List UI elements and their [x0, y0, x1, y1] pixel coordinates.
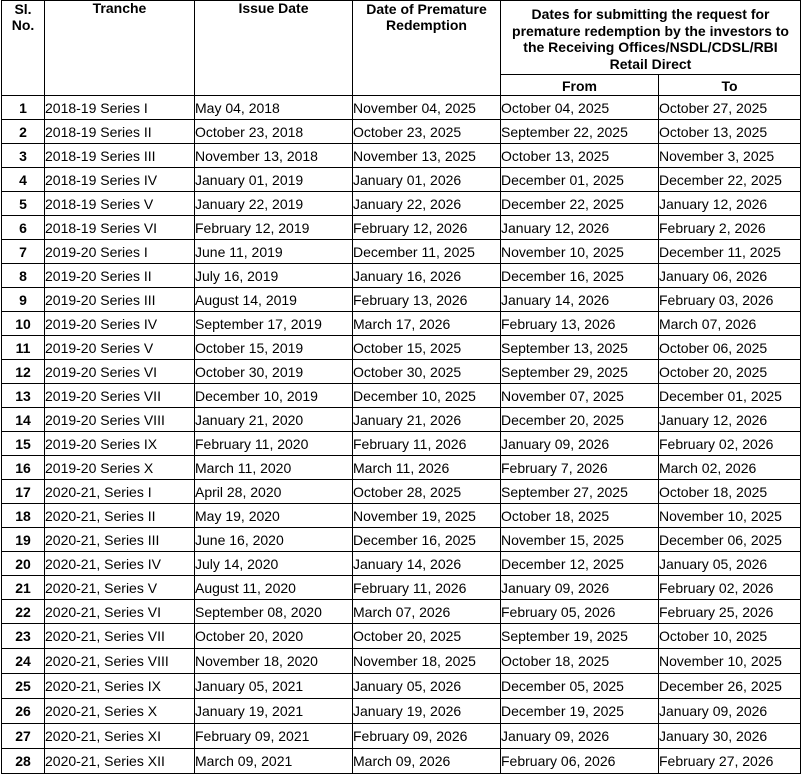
cell-sl-no: 10 — [2, 312, 45, 336]
cell-request-to: December 11, 2025 — [659, 240, 801, 264]
table-row — [2, 576, 801, 600]
table-row — [2, 456, 801, 480]
cell-issue-date: January 01, 2019 — [195, 168, 353, 192]
cell-issue-date: July 16, 2019 — [195, 264, 353, 288]
table-row — [2, 552, 801, 576]
cell-issue-date: June 11, 2019 — [195, 240, 353, 264]
cell-tranche: 2019-20 Series II — [45, 264, 195, 288]
cell-premature-redemption-date: January 14, 2026 — [353, 552, 501, 576]
cell-request-from: November 10, 2025 — [501, 240, 659, 264]
cell-issue-date: October 20, 2020 — [195, 624, 353, 649]
cell-tranche: 2018-19 Series II — [45, 120, 195, 144]
cell-sl-no: 2 — [2, 120, 45, 144]
cell-sl-no: 12 — [2, 360, 45, 384]
cell-request-from: December 22, 2025 — [501, 192, 659, 216]
cell-request-from: December 12, 2025 — [501, 552, 659, 576]
cell-sl-no: 24 — [2, 649, 45, 674]
cell-sl-no: 4 — [2, 168, 45, 192]
cell-request-to: February 03, 2026 — [659, 288, 801, 312]
cell-request-from: September 19, 2025 — [501, 624, 659, 649]
cell-request-from: September 13, 2025 — [501, 336, 659, 360]
cell-issue-date: February 09, 2021 — [195, 724, 353, 749]
cell-premature-redemption-date: November 18, 2025 — [353, 649, 501, 674]
table-row — [2, 312, 801, 336]
cell-issue-date: May 04, 2018 — [195, 96, 353, 120]
table-row — [2, 384, 801, 408]
cell-sl-no: 28 — [2, 749, 45, 774]
cell-premature-redemption-date: January 19, 2026 — [353, 699, 501, 724]
cell-sl-no: 16 — [2, 456, 45, 480]
cell-tranche: 2020-21, Series XI — [45, 724, 195, 749]
table-row — [2, 192, 801, 216]
cell-tranche: 2019-20 Series VII — [45, 384, 195, 408]
cell-tranche: 2020-21, Series X — [45, 699, 195, 724]
cell-tranche: 2019-20 Series VIII — [45, 408, 195, 432]
cell-request-to: November 10, 2025 — [659, 649, 801, 674]
header-premature-redemption: Date of Premature Redemption — [353, 1, 501, 96]
cell-tranche: 2018-19 Series III — [45, 144, 195, 168]
cell-premature-redemption-date: January 21, 2026 — [353, 408, 501, 432]
cell-tranche: 2019-20 Series X — [45, 456, 195, 480]
cell-issue-date: March 09, 2021 — [195, 749, 353, 774]
cell-request-to: October 06, 2025 — [659, 336, 801, 360]
cell-tranche: 2020-21, Series VI — [45, 600, 195, 624]
table-row — [2, 528, 801, 552]
cell-request-to: October 10, 2025 — [659, 624, 801, 649]
cell-premature-redemption-date: January 05, 2026 — [353, 674, 501, 699]
header-sl-no: Sl. No. — [2, 1, 45, 96]
cell-request-from: February 13, 2026 — [501, 312, 659, 336]
table-row — [2, 264, 801, 288]
cell-request-to: December 22, 2025 — [659, 168, 801, 192]
header-to: To — [659, 75, 801, 96]
cell-premature-redemption-date: February 13, 2026 — [353, 288, 501, 312]
cell-premature-redemption-date: March 07, 2026 — [353, 600, 501, 624]
cell-sl-no: 20 — [2, 552, 45, 576]
cell-request-from: October 04, 2025 — [501, 96, 659, 120]
cell-request-from: November 07, 2025 — [501, 384, 659, 408]
cell-issue-date: June 16, 2020 — [195, 528, 353, 552]
cell-premature-redemption-date: October 20, 2025 — [353, 624, 501, 649]
header-issue-date: Issue Date — [195, 1, 353, 96]
table-row — [2, 480, 801, 504]
cell-tranche: 2020-21, Series VIII — [45, 649, 195, 674]
table-row — [2, 674, 801, 699]
table-row — [2, 624, 801, 649]
cell-issue-date: August 14, 2019 — [195, 288, 353, 312]
cell-issue-date: November 18, 2020 — [195, 649, 353, 674]
cell-tranche: 2020-21, Series IV — [45, 552, 195, 576]
table-row — [2, 504, 801, 528]
cell-premature-redemption-date: February 11, 2026 — [353, 576, 501, 600]
cell-issue-date: January 21, 2020 — [195, 408, 353, 432]
cell-request-from: December 05, 2025 — [501, 674, 659, 699]
cell-request-to: December 06, 2025 — [659, 528, 801, 552]
cell-request-to: January 30, 2026 — [659, 724, 801, 749]
table-header — [2, 1, 801, 96]
cell-sl-no: 25 — [2, 674, 45, 699]
table-row — [2, 724, 801, 749]
cell-premature-redemption-date: February 11, 2026 — [353, 432, 501, 456]
cell-issue-date: February 12, 2019 — [195, 216, 353, 240]
cell-request-to: February 2, 2026 — [659, 216, 801, 240]
cell-premature-redemption-date: October 30, 2025 — [353, 360, 501, 384]
cell-premature-redemption-date: January 16, 2026 — [353, 264, 501, 288]
cell-request-to: January 09, 2026 — [659, 699, 801, 724]
cell-request-to: October 27, 2025 — [659, 96, 801, 120]
cell-tranche: 2018-19 Series I — [45, 96, 195, 120]
cell-tranche: 2020-21, Series XII — [45, 749, 195, 774]
cell-issue-date: March 11, 2020 — [195, 456, 353, 480]
cell-request-from: September 29, 2025 — [501, 360, 659, 384]
cell-request-to: February 27, 2026 — [659, 749, 801, 774]
cell-premature-redemption-date: March 11, 2026 — [353, 456, 501, 480]
cell-request-from: December 20, 2025 — [501, 408, 659, 432]
cell-tranche: 2018-19 Series VI — [45, 216, 195, 240]
cell-sl-no: 14 — [2, 408, 45, 432]
table-row — [2, 216, 801, 240]
cell-tranche: 2019-20 Series I — [45, 240, 195, 264]
cell-tranche: 2020-21, Series I — [45, 480, 195, 504]
table-row — [2, 288, 801, 312]
cell-issue-date: December 10, 2019 — [195, 384, 353, 408]
table-body — [2, 96, 801, 774]
cell-premature-redemption-date: December 11, 2025 — [353, 240, 501, 264]
cell-premature-redemption-date: November 13, 2025 — [353, 144, 501, 168]
cell-issue-date: May 19, 2020 — [195, 504, 353, 528]
cell-sl-no: 5 — [2, 192, 45, 216]
cell-request-from: January 09, 2026 — [501, 724, 659, 749]
cell-request-to: October 13, 2025 — [659, 120, 801, 144]
cell-sl-no: 3 — [2, 144, 45, 168]
cell-tranche: 2019-20 Series VI — [45, 360, 195, 384]
premature-redemption-table — [1, 0, 801, 774]
cell-tranche: 2020-21, Series V — [45, 576, 195, 600]
cell-request-from: October 18, 2025 — [501, 649, 659, 674]
cell-request-from: January 14, 2026 — [501, 288, 659, 312]
cell-request-from: February 05, 2026 — [501, 600, 659, 624]
table-row — [2, 649, 801, 674]
cell-sl-no: 21 — [2, 576, 45, 600]
cell-premature-redemption-date: November 04, 2025 — [353, 96, 501, 120]
cell-tranche: 2018-19 Series IV — [45, 168, 195, 192]
cell-sl-no: 1 — [2, 96, 45, 120]
cell-request-to: February 25, 2026 — [659, 600, 801, 624]
cell-request-to: January 06, 2026 — [659, 264, 801, 288]
cell-request-from: December 19, 2025 — [501, 699, 659, 724]
cell-request-to: December 01, 2025 — [659, 384, 801, 408]
cell-tranche: 2018-19 Series V — [45, 192, 195, 216]
cell-request-from: February 7, 2026 — [501, 456, 659, 480]
cell-tranche: 2019-20 Series III — [45, 288, 195, 312]
cell-request-from: October 18, 2025 — [501, 504, 659, 528]
table-row — [2, 168, 801, 192]
cell-request-to: January 05, 2026 — [659, 552, 801, 576]
cell-request-from: February 06, 2026 — [501, 749, 659, 774]
table-row — [2, 120, 801, 144]
cell-issue-date: January 22, 2019 — [195, 192, 353, 216]
cell-premature-redemption-date: January 01, 2026 — [353, 168, 501, 192]
cell-issue-date: October 15, 2019 — [195, 336, 353, 360]
cell-sl-no: 23 — [2, 624, 45, 649]
cell-premature-redemption-date: March 09, 2026 — [353, 749, 501, 774]
cell-request-to: February 02, 2026 — [659, 576, 801, 600]
table-row — [2, 432, 801, 456]
cell-request-from: January 12, 2026 — [501, 216, 659, 240]
header-from: From — [501, 75, 659, 96]
table-row — [2, 408, 801, 432]
cell-request-to: March 02, 2026 — [659, 456, 801, 480]
cell-sl-no: 6 — [2, 216, 45, 240]
table-row — [2, 699, 801, 724]
cell-premature-redemption-date: October 15, 2025 — [353, 336, 501, 360]
cell-premature-redemption-date: February 09, 2026 — [353, 724, 501, 749]
cell-issue-date: January 05, 2021 — [195, 674, 353, 699]
cell-sl-no: 26 — [2, 699, 45, 724]
cell-premature-redemption-date: March 17, 2026 — [353, 312, 501, 336]
table-row — [2, 144, 801, 168]
cell-request-to: January 12, 2026 — [659, 408, 801, 432]
cell-request-to: October 18, 2025 — [659, 480, 801, 504]
cell-request-to: October 20, 2025 — [659, 360, 801, 384]
cell-premature-redemption-date: October 28, 2025 — [353, 480, 501, 504]
cell-request-from: December 16, 2025 — [501, 264, 659, 288]
header-tranche: Tranche — [45, 1, 195, 96]
cell-premature-redemption-date: February 12, 2026 — [353, 216, 501, 240]
cell-request-from: October 13, 2025 — [501, 144, 659, 168]
cell-request-from: November 15, 2025 — [501, 528, 659, 552]
cell-sl-no: 27 — [2, 724, 45, 749]
cell-issue-date: October 23, 2018 — [195, 120, 353, 144]
cell-premature-redemption-date: December 10, 2025 — [353, 384, 501, 408]
cell-request-to: March 07, 2026 — [659, 312, 801, 336]
cell-request-to: February 02, 2026 — [659, 432, 801, 456]
table-row — [2, 749, 801, 774]
cell-tranche: 2020-21, Series II — [45, 504, 195, 528]
cell-request-to: January 12, 2026 — [659, 192, 801, 216]
cell-tranche: 2019-20 Series V — [45, 336, 195, 360]
cell-sl-no: 9 — [2, 288, 45, 312]
cell-sl-no: 17 — [2, 480, 45, 504]
cell-premature-redemption-date: November 19, 2025 — [353, 504, 501, 528]
table-row — [2, 96, 801, 120]
cell-sl-no: 15 — [2, 432, 45, 456]
cell-issue-date: July 14, 2020 — [195, 552, 353, 576]
cell-sl-no: 18 — [2, 504, 45, 528]
table-row — [2, 336, 801, 360]
cell-sl-no: 7 — [2, 240, 45, 264]
cell-premature-redemption-date: December 16, 2025 — [353, 528, 501, 552]
cell-tranche: 2020-21, Series VII — [45, 624, 195, 649]
cell-request-from: September 27, 2025 — [501, 480, 659, 504]
cell-issue-date: January 19, 2021 — [195, 699, 353, 724]
table-row — [2, 360, 801, 384]
table-row — [2, 600, 801, 624]
cell-sl-no: 19 — [2, 528, 45, 552]
header-request-window: Dates for submitting the request for premature redemption by the investors to the Receiving Offices/NSDL/CDSL/RBI Retail Direct — [501, 1, 801, 75]
cell-sl-no: 8 — [2, 264, 45, 288]
cell-issue-date: October 30, 2019 — [195, 360, 353, 384]
cell-issue-date: August 11, 2020 — [195, 576, 353, 600]
cell-sl-no: 22 — [2, 600, 45, 624]
cell-tranche: 2020-21, Series III — [45, 528, 195, 552]
cell-issue-date: September 17, 2019 — [195, 312, 353, 336]
cell-issue-date: September 08, 2020 — [195, 600, 353, 624]
cell-request-from: September 22, 2025 — [501, 120, 659, 144]
cell-issue-date: November 13, 2018 — [195, 144, 353, 168]
cell-request-to: November 10, 2025 — [659, 504, 801, 528]
cell-request-from: January 09, 2026 — [501, 576, 659, 600]
cell-request-from: December 01, 2025 — [501, 168, 659, 192]
cell-tranche: 2019-20 Series IX — [45, 432, 195, 456]
cell-tranche: 2020-21, Series IX — [45, 674, 195, 699]
cell-premature-redemption-date: October 23, 2025 — [353, 120, 501, 144]
cell-request-from: January 09, 2026 — [501, 432, 659, 456]
cell-sl-no: 11 — [2, 336, 45, 360]
cell-request-to: November 3, 2025 — [659, 144, 801, 168]
table-row — [2, 240, 801, 264]
cell-issue-date: April 28, 2020 — [195, 480, 353, 504]
cell-premature-redemption-date: January 22, 2026 — [353, 192, 501, 216]
cell-request-to: December 26, 2025 — [659, 674, 801, 699]
cell-sl-no: 13 — [2, 384, 45, 408]
cell-tranche: 2019-20 Series IV — [45, 312, 195, 336]
cell-issue-date: February 11, 2020 — [195, 432, 353, 456]
